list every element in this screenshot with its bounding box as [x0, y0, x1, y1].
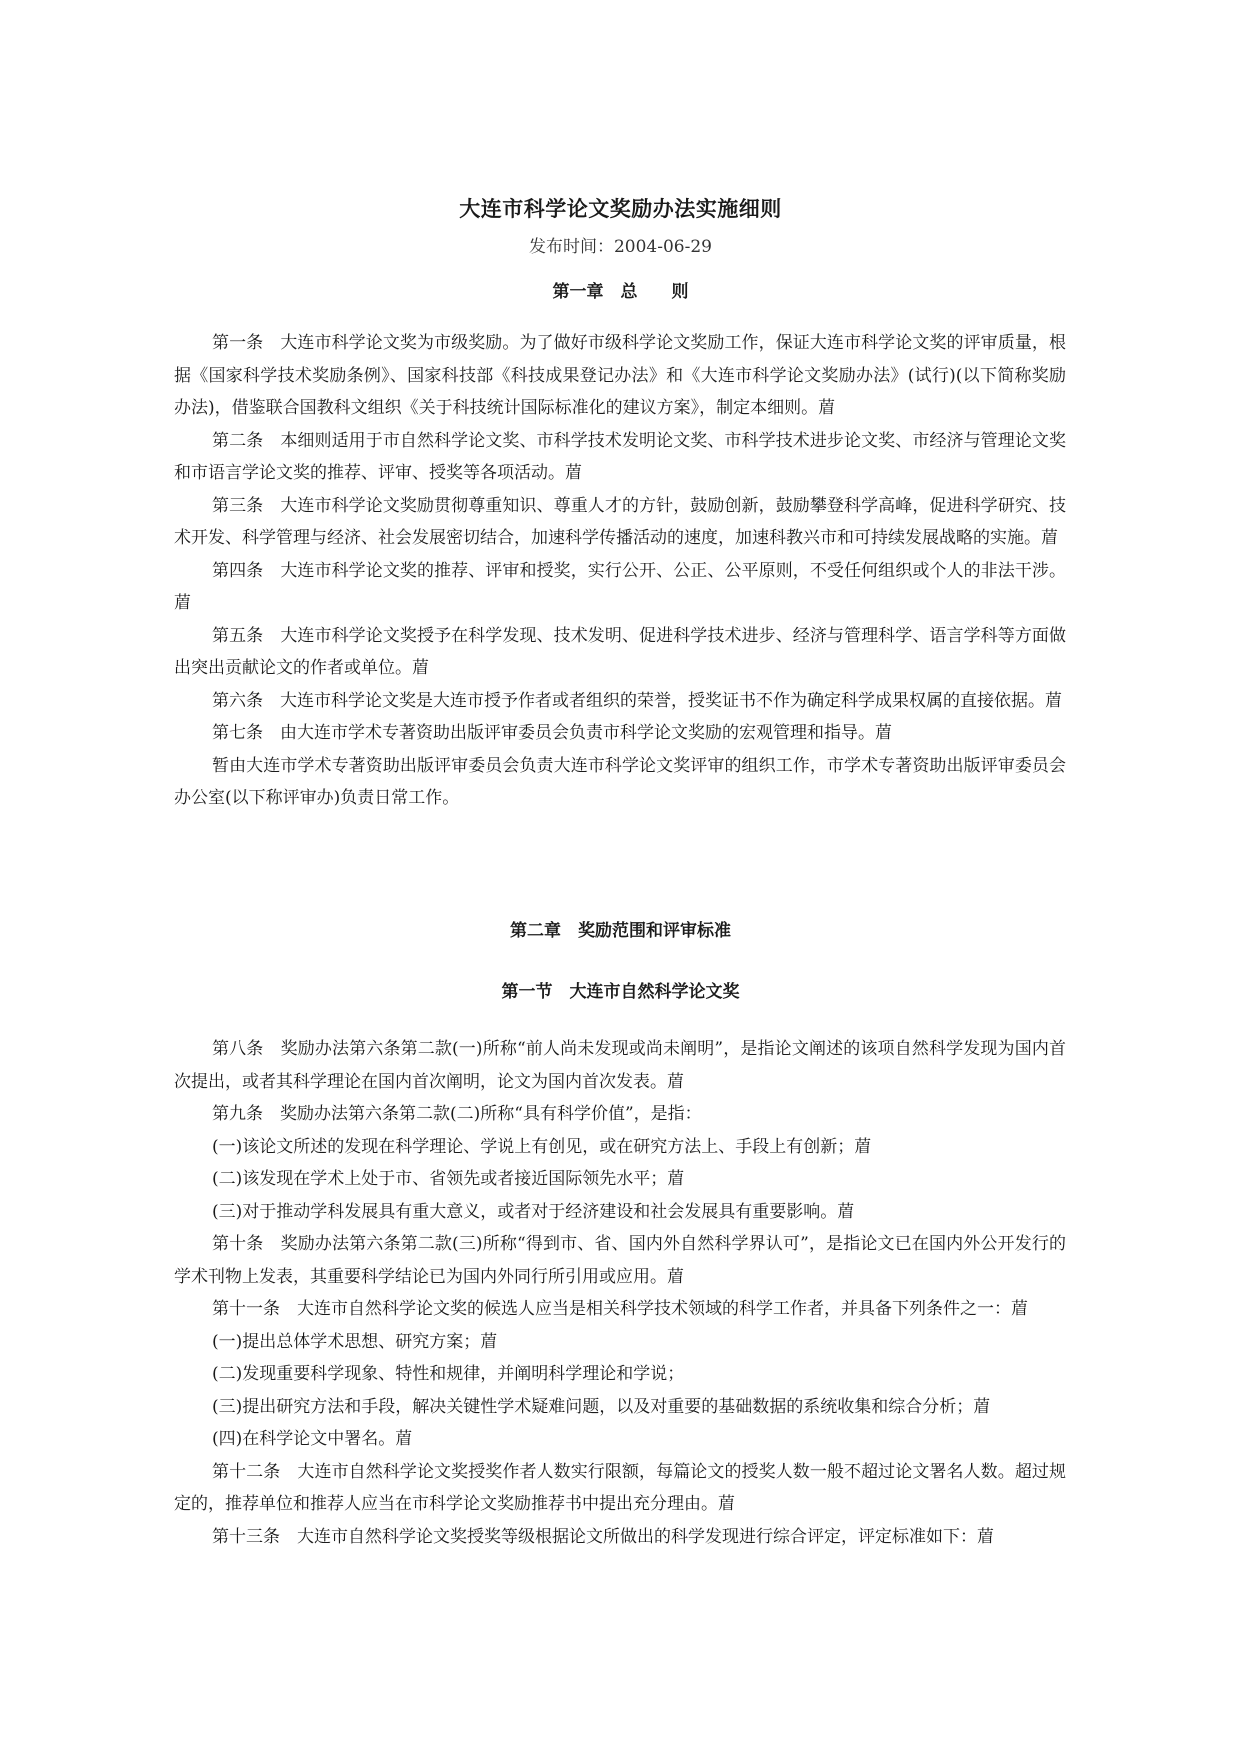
article-9: 第九条 奖励办法第六条第二款(二)所称“具有科学价值”，是指：	[212, 1104, 702, 1124]
chapter-1-heading: 第一章 总 则	[552, 282, 689, 302]
article-9-item-3: (三)对于推动学科发展具有重大意义，或者对于经济建设和社会发展具有重要影响。葿	[212, 1201, 855, 1222]
article-7: 第七条 由大连市学术专著资助出版评审委员会负责市科学论文奖励的宏观管理和指导。葿	[212, 723, 892, 743]
article-9-item-1: (一)该论文所述的发现在科学理论、学说上有创见，或在研究方法上、手段上有创新；葿	[212, 1136, 872, 1157]
document-title: 大连市科学论文奖励办法实施细则	[459, 196, 782, 221]
article-10: 第十条 奖励办法第六条第二款(三)所称“得到市、省、国内外自然科学界认可”，是指论文已在国内外公开发行的学术刊物上发表，其重要科学结论已为国内外同行所引用或应用。葿	[174, 1234, 1066, 1287]
chapter-1-body	[174, 327, 1066, 815]
article-8: 第八条 奖励办法第六条第二款(一)所称“前人尚未发现或尚未阐明”，是指论文阐述的该项自然科学发现为国内首次提出，或者其科学理论在国内首次阐明，论文为国内首次发表。葿	[174, 1039, 1066, 1092]
article-3: 第三条 大连市科学论文奖励贯彻尊重知识、尊重人才的方针，鼓励创新，鼓励攀登科学高峰，促进科学研究、技术开发、科学管理与经济、社会发展密切结合，加速科学传播活动的速度，加速科教兴市和可持续发展战略的实施。葿	[174, 495, 1066, 548]
article-1: 第一条 大连市科学论文奖为市级奖励。为了做好市级科学论文奖励工作，保证大连市科学论文奖的评审质量，根据《国家科学技术奖励条例》、国家科技部《科技成果登记办法》和《大连市科学论文奖励办法》(试行)(以下简称奖励办法)，借鉴联合国教科文组织《关于科技统计国际标准化的建议方案》，制定本细则。葿	[174, 333, 1066, 418]
article-7-continued: 暂由大连市学术专著资助出版评审委员会负责大连市科学论文奖评审的组织工作，市学术专著资助出版评审委员会办公室(以下称评审办)负责日常工作。	[174, 755, 1066, 808]
chapter-2-body	[174, 1033, 1066, 1553]
chapter-2-heading: 第二章 奖励范围和评审标准	[510, 921, 731, 941]
article-13: 第十三条 大连市自然科学论文奖授奖等级根据论文所做出的科学发现进行综合评定，评定标准如下：葿	[212, 1526, 994, 1547]
article-11-item-1: (一)提出总体学术思想、研究方案；葿	[212, 1331, 498, 1352]
article-12: 第十二条 大连市自然科学论文奖授奖作者人数实行限额，每篇论文的授奖人数一般不超过论文署名人数。超过规定的，推荐单位和推荐人应当在市科学论文奖励推荐书中提出充分理由。葿	[174, 1461, 1066, 1514]
article-6: 第六条 大连市科学论文奖是大连市授予作者或者组织的荣誉，授奖证书不作为确定科学成果权属的直接依据。葿	[212, 690, 1062, 711]
section-1-heading: 第一节 大连市自然科学论文奖	[501, 982, 740, 1002]
article-11-item-3: (三)提出研究方法和手段，解决关键性学术疑难问题，以及对重要的基础数据的系统收集和综合分析；葿	[212, 1396, 991, 1417]
article-5: 第五条 大连市科学论文奖授予在科学发现、技术发明、促进科学技术进步、经济与管理科学、语言学科等方面做出突出贡献论文的作者或单位。葿	[174, 625, 1066, 678]
article-2: 第二条 本细则适用于市自然科学论文奖、市科学技术发明论文奖、市科学技术进步论文奖、市经济与管理论文奖和市语言学论文奖的推荐、评审、授奖等各项活动。葿	[174, 430, 1066, 483]
article-11: 第十一条 大连市自然科学论文奖的候选人应当是相关科学技术领域的科学工作者，并具备下列条件之一：葿	[212, 1299, 1028, 1319]
publish-date: 发布时间：2004-06-29	[528, 237, 712, 257]
article-9-item-2: (二)该发现在学术上处于市、省领先或者接近国际领先水平；葿	[212, 1169, 685, 1189]
article-11-item-4: (四)在科学论文中署名。葿	[212, 1429, 413, 1449]
article-4: 第四条 大连市科学论文奖的推荐、评审和授奖，实行公开、公正、公平原则，不受任何组织或个人的非法干涉。葿	[174, 560, 1066, 613]
article-11-item-2: (二)发现重要科学现象、特性和规律，并阐明科学理论和学说；	[212, 1364, 685, 1384]
